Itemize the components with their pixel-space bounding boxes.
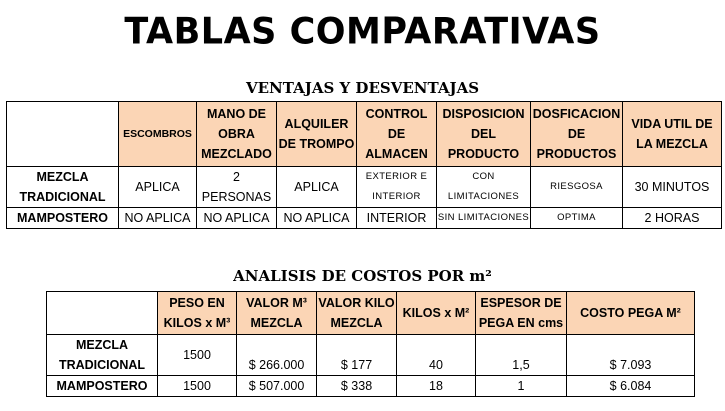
table-cell: RIESGOSA <box>531 167 623 208</box>
header-cell: DISPOSICION DEL PRODUCTO <box>437 102 531 167</box>
row-label: MEZCLA TRADICIONAL <box>7 167 119 208</box>
header-cell: ALQUILER DE TROMPO <box>277 102 357 167</box>
table-cell: 18 <box>397 376 476 397</box>
header-cell: VIDA UTIL DE LA MEZCLA <box>623 102 722 167</box>
header-cell: CONTROL DE ALMACEN <box>357 102 437 167</box>
costs-table <box>46 291 695 397</box>
table-cell: CON LIMITACIONES <box>437 167 531 208</box>
table-cell: 1500 <box>158 335 237 376</box>
table-cell: 1500 <box>158 376 237 397</box>
table-cell: $ 6.084 <box>567 376 695 397</box>
page-title: TABLAS COMPARATIVAS <box>124 11 601 53</box>
header-cell: VALOR M³ MEZCLA <box>237 292 317 335</box>
table-cell: EXTERIOR E INTERIOR <box>357 167 437 208</box>
header-cell: VALOR KILO MEZCLA <box>317 292 397 335</box>
table-cell: $ 7.093 <box>567 335 695 376</box>
table-cell: APLICA <box>119 167 197 208</box>
table2-subtitle: ANALISIS DE COSTOS POR m² <box>233 267 492 285</box>
table-cell: SIN LIMITACIONES <box>437 208 531 229</box>
table-cell: 2 HORAS <box>623 208 722 229</box>
table-cell: $ 177 <box>317 335 397 376</box>
table-cell: OPTIMA <box>531 208 623 229</box>
table-cell: $ 266.000 <box>237 335 317 376</box>
table-cell: $ 338 <box>317 376 397 397</box>
corner-cell <box>47 292 158 335</box>
row-label: MEZCLA TRADICIONAL <box>47 335 158 376</box>
header-cell: DOSFICACION DE PRODUCTOS <box>531 102 623 167</box>
table-cell: 1,5 <box>476 335 567 376</box>
header-cell: MANO DE OBRA MEZCLADO <box>197 102 277 167</box>
table-cell: NO APLICA <box>119 208 197 229</box>
table-cell: APLICA <box>277 167 357 208</box>
corner-cell <box>7 102 119 167</box>
header-cell: ESCOMBROS <box>119 102 197 167</box>
header-cell: KILOS x M² <box>397 292 476 335</box>
header-cell: COSTO PEGA M² <box>567 292 695 335</box>
table-cell: NO APLICA <box>277 208 357 229</box>
row-label: MAMPOSTERO <box>47 376 158 397</box>
table-cell: 2 PERSONAS <box>197 167 277 208</box>
row-label: MAMPOSTERO <box>7 208 119 229</box>
table1-subtitle: VENTAJAS Y DESVENTAJAS <box>245 79 480 97</box>
table-cell: NO APLICA <box>197 208 277 229</box>
advantages-table <box>6 101 722 229</box>
header-cell: PESO EN KILOS x M³ <box>158 292 237 335</box>
table-cell: INTERIOR <box>357 208 437 229</box>
table-cell: 30 MINUTOS <box>623 167 722 208</box>
table-cell: 1 <box>476 376 567 397</box>
header-cell: ESPESOR DE PEGA EN cms <box>476 292 567 335</box>
table-cell: $ 507.000 <box>237 376 317 397</box>
table-cell: 40 <box>397 335 476 376</box>
